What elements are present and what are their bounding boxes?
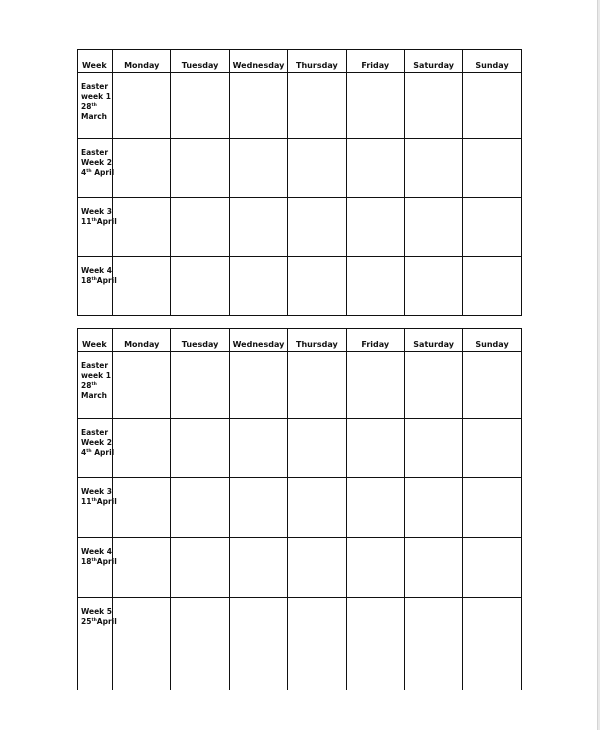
- day-cell[interactable]: [463, 478, 521, 538]
- header-saturday: Saturday: [404, 329, 462, 352]
- day-cell[interactable]: [463, 198, 521, 257]
- day-cell[interactable]: [288, 352, 346, 419]
- weekly-planner-table-2: [77, 328, 522, 690]
- day-cell[interactable]: [404, 198, 462, 257]
- day-cell[interactable]: [113, 198, 171, 257]
- header-friday: Friday: [346, 50, 404, 73]
- week-label-cell: [78, 598, 117, 690]
- day-cell[interactable]: [346, 198, 404, 257]
- week-date-month: April: [96, 557, 117, 566]
- week-date-suffix: th: [91, 618, 97, 623]
- week-date-suffix: th: [91, 277, 97, 282]
- day-cell[interactable]: [404, 478, 462, 538]
- week-label-line: Week 4: [81, 266, 112, 275]
- table-header-row: [78, 329, 522, 352]
- week-date-month: April: [96, 217, 117, 226]
- week-date-suffix: th: [91, 382, 97, 387]
- header-monday: Monday: [113, 50, 171, 73]
- header-wednesday: Wednesday: [229, 329, 287, 352]
- day-cell[interactable]: [404, 598, 462, 690]
- header-sunday: Sunday: [463, 50, 521, 73]
- week-label-line: Week 2: [81, 438, 112, 447]
- week-date-suffix: th: [91, 498, 97, 503]
- day-cell[interactable]: [346, 257, 404, 316]
- week-date-suffix: th: [86, 169, 92, 174]
- week-label-cell: [78, 538, 117, 598]
- day-cell[interactable]: [346, 139, 404, 198]
- day-cell[interactable]: [463, 598, 521, 690]
- week-date-month: April: [94, 448, 115, 457]
- day-cell[interactable]: [113, 598, 171, 690]
- day-cell[interactable]: [171, 139, 229, 198]
- week-label-line: Easter: [81, 361, 109, 370]
- day-cell[interactable]: [113, 73, 171, 139]
- week-date-day: 4: [81, 448, 87, 457]
- day-cell[interactable]: [113, 139, 171, 198]
- header-tuesday: Tuesday: [171, 329, 229, 352]
- week-date-day: 11: [81, 217, 92, 226]
- header-thursday: Thursday: [288, 50, 346, 73]
- week-date-suffix: th: [91, 218, 97, 223]
- week-label-line: Week 4: [81, 547, 112, 556]
- week-date-suffix: th: [91, 103, 97, 108]
- table-row: [78, 198, 522, 257]
- week-label-line: Easter: [81, 428, 109, 437]
- week-date-day: 11: [81, 497, 92, 506]
- day-cell[interactable]: [288, 139, 346, 198]
- table-row: [78, 419, 522, 478]
- day-cell[interactable]: [288, 257, 346, 316]
- day-cell[interactable]: [346, 73, 404, 139]
- table-row: [78, 352, 522, 419]
- day-cell[interactable]: [404, 257, 462, 316]
- day-cell[interactable]: [229, 139, 287, 198]
- table-row: [78, 478, 522, 538]
- week-date-suffix: th: [86, 449, 92, 454]
- header-friday: Friday: [346, 329, 404, 352]
- week-label-cell: [78, 419, 113, 478]
- header-wednesday: Wednesday: [229, 50, 287, 73]
- day-cell[interactable]: [229, 73, 287, 139]
- day-cell[interactable]: [463, 139, 521, 198]
- day-cell[interactable]: [463, 352, 521, 419]
- day-cell[interactable]: [288, 73, 346, 139]
- week-label-line: week 1: [81, 92, 111, 101]
- week-date-day: 18: [81, 557, 92, 566]
- day-cell[interactable]: [171, 73, 229, 139]
- week-label-line: Week 3: [81, 487, 112, 496]
- table-row: [78, 598, 522, 690]
- day-cell[interactable]: [171, 352, 229, 419]
- day-cell[interactable]: [171, 257, 229, 316]
- day-cell[interactable]: [404, 419, 462, 478]
- week-label-cell: [78, 73, 113, 139]
- table-row: [78, 538, 522, 598]
- day-cell[interactable]: [113, 352, 171, 419]
- day-cell[interactable]: [288, 198, 346, 257]
- week-date-month: April: [96, 617, 117, 626]
- week-date-month: April: [96, 276, 117, 285]
- header-tuesday: Tuesday: [171, 50, 229, 73]
- day-cell[interactable]: [288, 538, 346, 598]
- week-date-month: April: [96, 497, 117, 506]
- week-label-cell: [78, 478, 117, 538]
- day-cell[interactable]: [171, 538, 229, 598]
- header-week: Week: [78, 329, 113, 352]
- day-cell[interactable]: [463, 538, 521, 598]
- week-label-line: Week 2: [81, 158, 112, 167]
- day-cell[interactable]: [463, 419, 521, 478]
- week-date-month: April: [94, 168, 115, 177]
- table-row: [78, 257, 522, 316]
- day-cell[interactable]: [404, 73, 462, 139]
- week-date-month: March: [81, 112, 108, 121]
- week-date-day: 25: [81, 617, 92, 626]
- week-date-day: 4: [81, 168, 87, 177]
- day-cell[interactable]: [463, 257, 521, 316]
- week-label-cell: [78, 139, 113, 198]
- header-thursday: Thursday: [288, 329, 346, 352]
- day-cell[interactable]: [404, 352, 462, 419]
- day-cell[interactable]: [171, 598, 229, 690]
- week-label-line: Week 3: [81, 207, 112, 216]
- week-date-day: 28: [81, 381, 92, 390]
- day-cell[interactable]: [113, 257, 171, 316]
- day-cell[interactable]: [229, 538, 287, 598]
- day-cell[interactable]: [404, 538, 462, 598]
- header-week: Week: [78, 50, 113, 73]
- day-cell[interactable]: [113, 419, 171, 478]
- week-date-day: 28: [81, 102, 92, 111]
- day-cell[interactable]: [113, 478, 171, 538]
- day-cell[interactable]: [288, 419, 346, 478]
- day-cell[interactable]: [171, 198, 229, 257]
- week-label-cell: [78, 198, 117, 257]
- week-label-line: Week 5: [81, 607, 112, 616]
- day-cell[interactable]: [113, 538, 171, 598]
- week-label-line: Easter: [81, 82, 109, 91]
- day-cell[interactable]: [171, 478, 229, 538]
- day-cell[interactable]: [229, 598, 287, 690]
- weekly-planner-table-1: [77, 49, 522, 316]
- day-cell[interactable]: [229, 419, 287, 478]
- week-date-day: 18: [81, 276, 92, 285]
- day-cell[interactable]: [229, 198, 287, 257]
- day-cell[interactable]: [171, 419, 229, 478]
- day-cell[interactable]: [288, 598, 346, 690]
- table-header-row: [78, 50, 522, 73]
- week-label-line: Easter: [81, 148, 109, 157]
- week-label-cell: [78, 352, 113, 419]
- day-cell[interactable]: [346, 419, 404, 478]
- week-date-month: March: [81, 391, 108, 400]
- table-row: [78, 73, 522, 139]
- week-date-suffix: th: [91, 558, 97, 563]
- header-monday: Monday: [113, 329, 171, 352]
- day-cell[interactable]: [346, 538, 404, 598]
- week-label-cell: [78, 257, 117, 316]
- day-cell[interactable]: [346, 478, 404, 538]
- day-cell[interactable]: [229, 257, 287, 316]
- day-cell[interactable]: [346, 598, 404, 690]
- day-cell[interactable]: [288, 478, 346, 538]
- day-cell[interactable]: [463, 73, 521, 139]
- day-cell[interactable]: [346, 352, 404, 419]
- table-row: [78, 139, 522, 198]
- header-sunday: Sunday: [463, 329, 521, 352]
- day-cell[interactable]: [229, 478, 287, 538]
- day-cell[interactable]: [229, 352, 287, 419]
- day-cell[interactable]: [404, 139, 462, 198]
- header-saturday: Saturday: [404, 50, 462, 73]
- week-label-line: week 1: [81, 371, 111, 380]
